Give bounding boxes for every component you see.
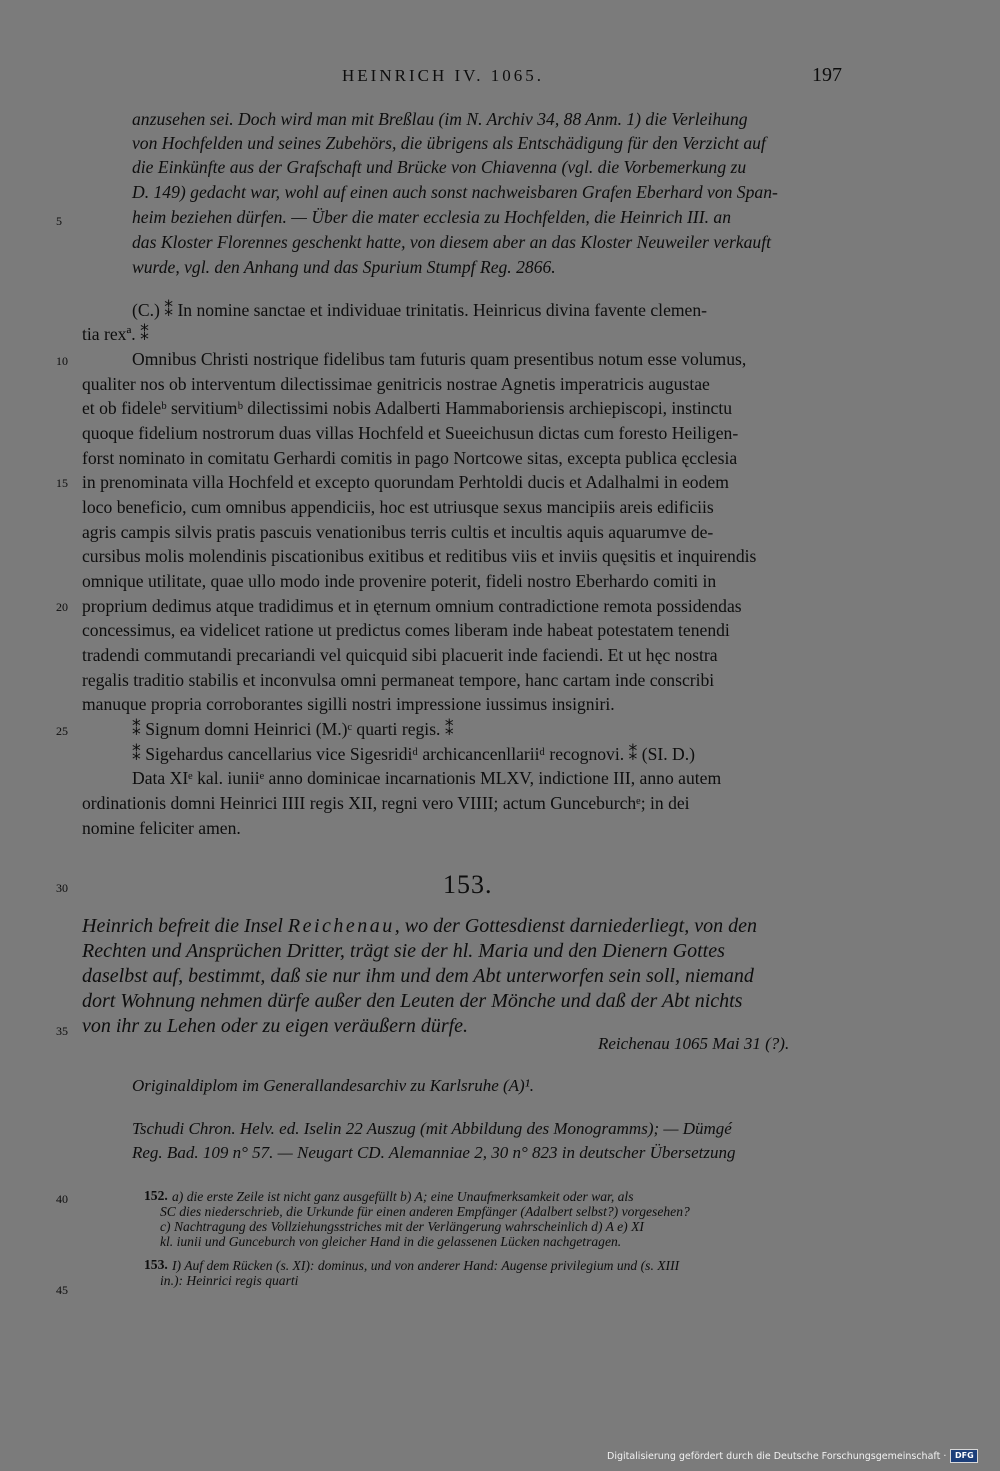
charter-line: loco beneficio, cum omnibus appendiciis, hoc est utriusque sexus mancipiis areis edificiis (82, 497, 714, 517)
regest-line (82, 914, 882, 940)
footnote-line: kl. iunii und Gunceburch von gleicher Hand in die gelassenen Lücken nachgetragen. (160, 1234, 622, 1249)
page-number: 197 (812, 64, 842, 86)
regest-line: von ihr zu Lehen oder zu eigen veräußern dürfe. (82, 1015, 469, 1037)
regest-text: , wo der Gottesdienst darniederliegt, von den (394, 915, 757, 937)
charter-line: tradendi commutandi precariandi vel quicquid sibi placuerit inde faciendi. Et ut hęc nostra (82, 645, 718, 665)
signum-line: ⁑ Signum domni Heinrici (M.)ᶜ quarti regis. ⁑ (132, 719, 454, 739)
charter-line: qualiter nos ob interventum dilectissimae genitricis nostrae Agnetis imperatricis augustae (82, 374, 710, 394)
dating-line: nomine feliciter amen. (82, 818, 241, 838)
line-number: 20 (56, 600, 68, 614)
line-number: 45 (56, 1283, 68, 1297)
tradition-editions-line: Reg. Bad. 109 n° 57. — Neugart CD. Alemanniae 2, 30 n° 823 in deutscher Übersetzung (132, 1143, 736, 1162)
regest-line: dort Wohnung nehmen dürfe außer den Leuten der Mönche und daß der Abt nichts (82, 990, 743, 1012)
charter-line: Omnibus Christi nostrique fidelibus tam futuris quam presentibus notum esse volumus, (132, 349, 747, 369)
document-number: 153. (443, 870, 493, 899)
commentary-line: D. 149) gedacht war, wohl auf einen auch sonst nachweisbaren Grafen Eberhard von Span- (132, 182, 778, 202)
running-head (0, 66, 1000, 94)
line-number: 30 (56, 881, 68, 895)
commentary-line: wurde, vgl. den Anhang und das Spurium Stumpf Reg. 2866. (132, 257, 556, 277)
funding-credit-text: Digitalisierung gefördert durch die Deutsche Forschungsgemeinschaft · (607, 1450, 947, 1462)
dfg-logo-icon: DFG (950, 1449, 978, 1463)
line-number: 10 (56, 354, 68, 368)
invocation-line: (C.) ⁑ In nomine sanctae et individuae trinitatis. Heinricus divina favente clemen- (132, 300, 708, 320)
regest-place-name: Reichenau (287, 915, 395, 937)
invocation-line: tia rexª. ⁑ (82, 324, 149, 344)
commentary-line: anzusehen sei. Doch wird man mit Breßlau (im N. Archiv 34, 88 Anm. 1) die Verleihung (132, 109, 748, 129)
line-number: 35 (56, 1024, 68, 1038)
charter-line: in prenominata villa Hochfeld et excepto quorundam Perhtoldi ducis et Adalhalmi in eodem (82, 472, 729, 492)
place-date: Reichenau 1065 Mai 31 (?). (598, 1034, 790, 1053)
line-number: 5 (56, 214, 62, 228)
dating-line: ordinationis domni Heinrici IIII regis XII, regni vero VIIII; actum Gunceburchᵉ; in dei (82, 793, 690, 813)
charter-line: manuque propria corroborantes sigilli nostri impressione iussimus insigniri. (82, 694, 615, 714)
charter-line: et ob fideleᵇ servitiumᵇ dilectissimi nobis Adalberti Hammaboriensis archiepiscopi, instinctu (82, 398, 733, 418)
commentary-line: das Kloster Florennes geschenkt hatte, von diesem aber an das Kloster Neuweiler verkauft (132, 232, 771, 252)
regest-line: Rechten und Ansprüchen Dritter, trägt sie der hl. Maria und den Dienern Gottes (82, 940, 725, 962)
tradition-editions-line: Tschudi Chron. Helv. ed. Iselin 22 Auszug (mit Abbildung des Monogramms); — Dümgé (132, 1119, 732, 1138)
line-number: 40 (56, 1192, 68, 1206)
funding-credit (607, 1448, 978, 1464)
charter-line: forst nominato in comitatu Gerhardi comitis in pago Nortcowe sitas, excepta publica ęcclesia (82, 448, 738, 468)
running-title: HEINRICH IV. 1065. (342, 66, 544, 85)
charter-line: concessimus, ea videlicet ratione ut predictus comes liberam inde habeat potestatem tenendi (82, 620, 730, 640)
footnote-label: 153. (144, 1257, 168, 1272)
footnote-line: I) Auf dem Rücken (s. XI): dominus, und von anderer Hand: Augense privilegium und (s. XIII (172, 1258, 680, 1273)
charter-line: cursibus molis molendinis piscationibus exitibus et reditibus viis et inviis quęsitis et inquirendis (82, 546, 757, 566)
charter-line: agris campis silvis pratis pascuis venationibus terris cultis et incultis aquis aquarumve de- (82, 522, 714, 542)
commentary-line: heim beziehen dürfen. — Über die mater ecclesia zu Hochfelden, die Heinrich III. an (132, 207, 732, 227)
commentary-line: die Einkünfte aus der Grafschaft und Brücke von Chiavenna (vgl. die Vorbemerkung zu (132, 157, 747, 177)
charter-line: regalis traditio stabilis et inconvulsa omni permaneat tempore, hanc cartam inde conscribi (82, 670, 715, 690)
footnote-line: SC dies niederschrieb, die Urkunde für einen anderen Empfänger (Adalbert selbst?) vorgesehen? (160, 1204, 690, 1219)
footnote-line: a) die erste Zeile ist nicht ganz ausgefüllt b) A; eine Unaufmerksamkeit oder war, als (172, 1189, 634, 1204)
regest-line: daselbst auf, bestimmt, daß sie nur ihm und dem Abt unterworfen sein soll, niemand (82, 965, 754, 987)
charter-line: omnique utilitate, quae ullo modo inde provenire poterit, fideli nostro Eberhardo comiti in (82, 571, 717, 591)
line-number: 25 (56, 724, 68, 738)
charter-line: quoque fidelium nostrorum duas villas Hochfeld et Sueeichusun dictas cum foresto Heiligen- (82, 423, 739, 443)
recognition-line: ⁑ Sigehardus cancellarius vice Sigesridiᵈ archicancenllariiᵈ recognovi. ⁑ (SI. D.) (132, 744, 695, 764)
footnote-line: in.): Heinrici regis quarti (160, 1273, 299, 1288)
dating-line: Data XIᵉ kal. iuniiᵉ anno dominicae incarnationis MLXV, indictione III, anno autem (132, 768, 722, 788)
commentary-line: von Hochfelden und seines Zubehörs, die übrigens als Entschädigung für den Verzicht auf (132, 133, 766, 153)
footnote-label: 152. (144, 1188, 168, 1203)
regest-text: Heinrich befreit die Insel (82, 915, 288, 937)
line-number: 15 (56, 476, 68, 490)
tradition-original: Originaldiplom im Generallandesarchiv zu Karlsruhe (A)¹. (132, 1076, 535, 1095)
footnote-line: c) Nachtragung des Vollziehungsstriches mit der Verlängerung wahrscheinlich d) A e) XI (160, 1219, 644, 1234)
charter-line: proprium dedimus atque tradidimus et in ęternum omnium contradictione remota possidendas (82, 596, 742, 616)
